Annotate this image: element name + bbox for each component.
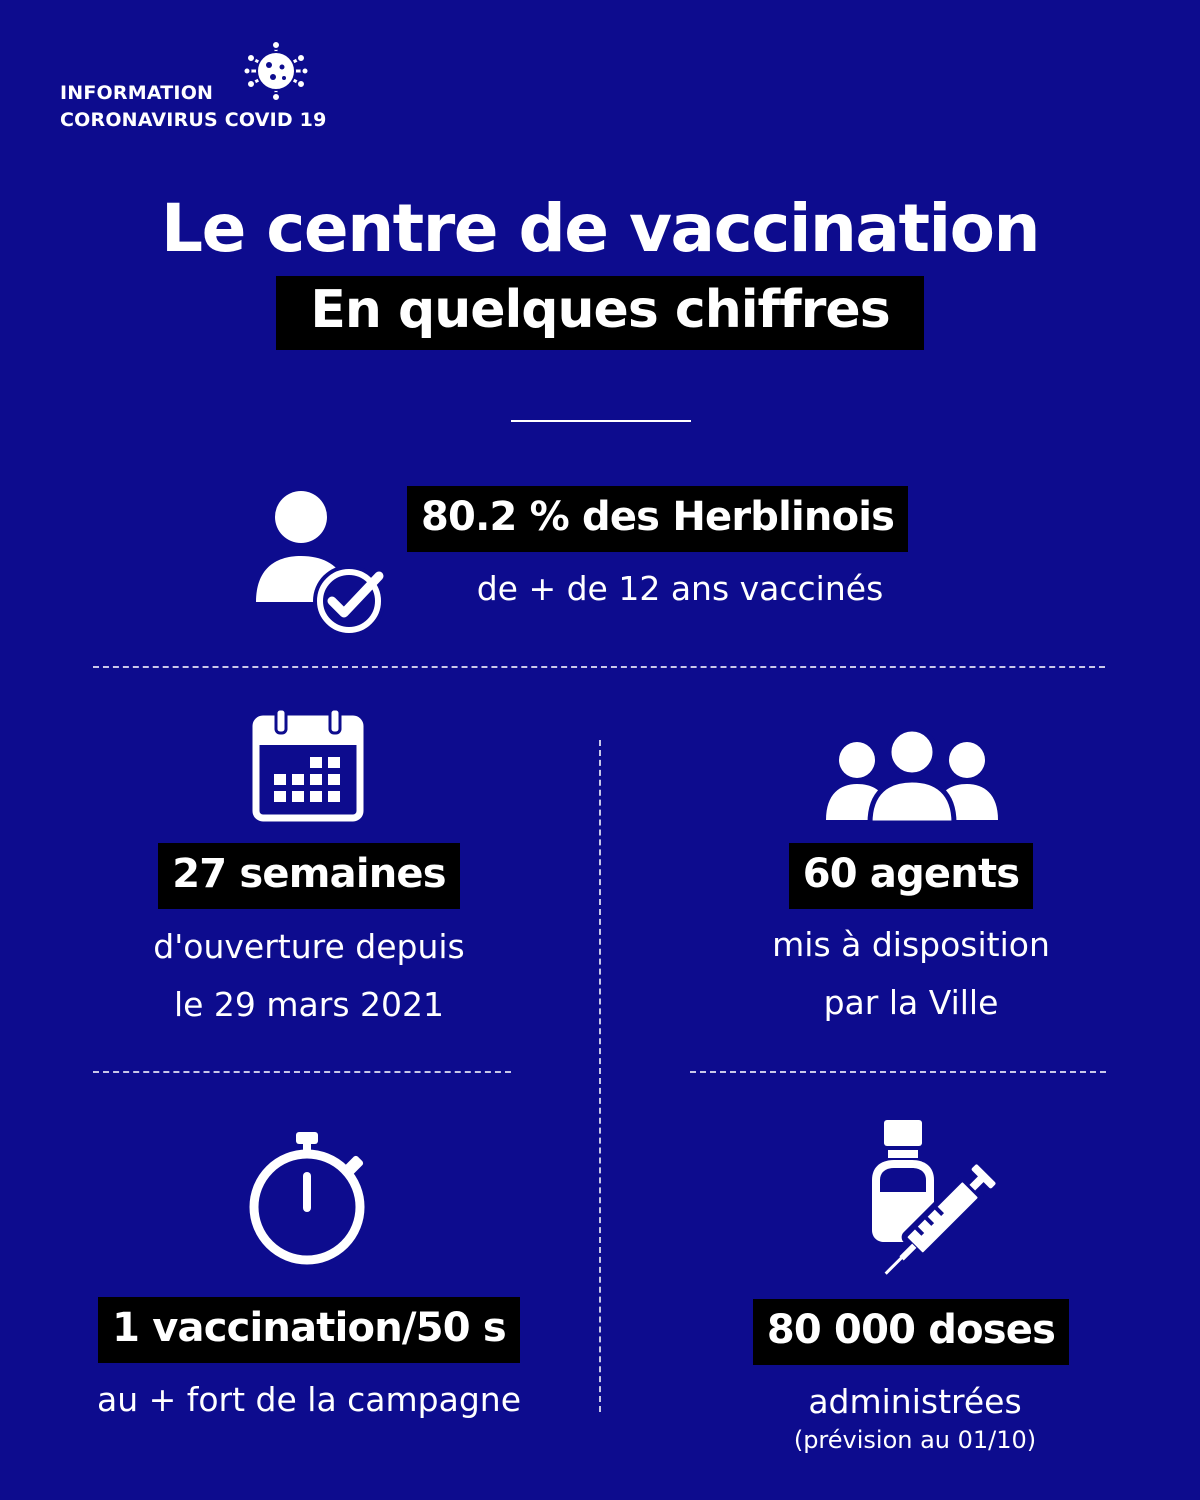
section-divider-left	[93, 1071, 511, 1073]
calendar-icon	[252, 707, 364, 822]
page-title: Le centre de vaccination	[161, 190, 1039, 267]
doses-desc: administrées	[808, 1382, 1022, 1421]
vaccinated-stat-box	[407, 486, 908, 552]
weeks-desc	[0, 918, 618, 1034]
weeks-value: 27 semaines	[158, 843, 460, 909]
stopwatch-icon	[246, 1130, 372, 1266]
doses-value: 80 000 doses	[753, 1299, 1069, 1365]
subtitle-wrap	[0, 276, 1200, 350]
page-subtitle: En quelques chiffres	[276, 276, 923, 350]
agents-stat-box	[600, 843, 1200, 909]
title-divider	[511, 420, 691, 422]
person-check-icon	[252, 490, 394, 640]
doses-stat-box	[600, 1299, 1200, 1365]
rate-desc: au + fort de la campagne	[96, 1380, 522, 1419]
vaccinated-value: 80.2 % des Herblinois	[407, 486, 908, 552]
vaccine-syringe-icon	[868, 1118, 1008, 1286]
agents-desc-line-2: par la Ville	[823, 983, 999, 1022]
header-line-2: CORONAVIRUS COVID 19	[60, 109, 327, 131]
rate-stat-box	[0, 1297, 618, 1363]
agents-desc	[600, 916, 1200, 1032]
rate-value: 1 vaccination/50 s	[98, 1297, 520, 1363]
weeks-stat-box	[0, 843, 618, 909]
header-line-1: INFORMATION	[60, 82, 214, 104]
weeks-desc-line-2: le 29 mars 2021	[173, 985, 445, 1024]
section-divider-right	[690, 1071, 1106, 1073]
agents-desc-line-1: mis à disposition	[772, 925, 1050, 964]
vaccinated-desc: de + de 12 ans vaccinés	[476, 569, 884, 608]
agents-value: 60 agents	[789, 843, 1034, 909]
doses-note: (prévision au 01/10)	[793, 1426, 1037, 1454]
virus-icon	[243, 42, 309, 100]
weeks-desc-line-1: d'ouverture depuis	[153, 927, 465, 966]
group-icon	[826, 728, 998, 823]
section-divider-top	[93, 666, 1105, 668]
